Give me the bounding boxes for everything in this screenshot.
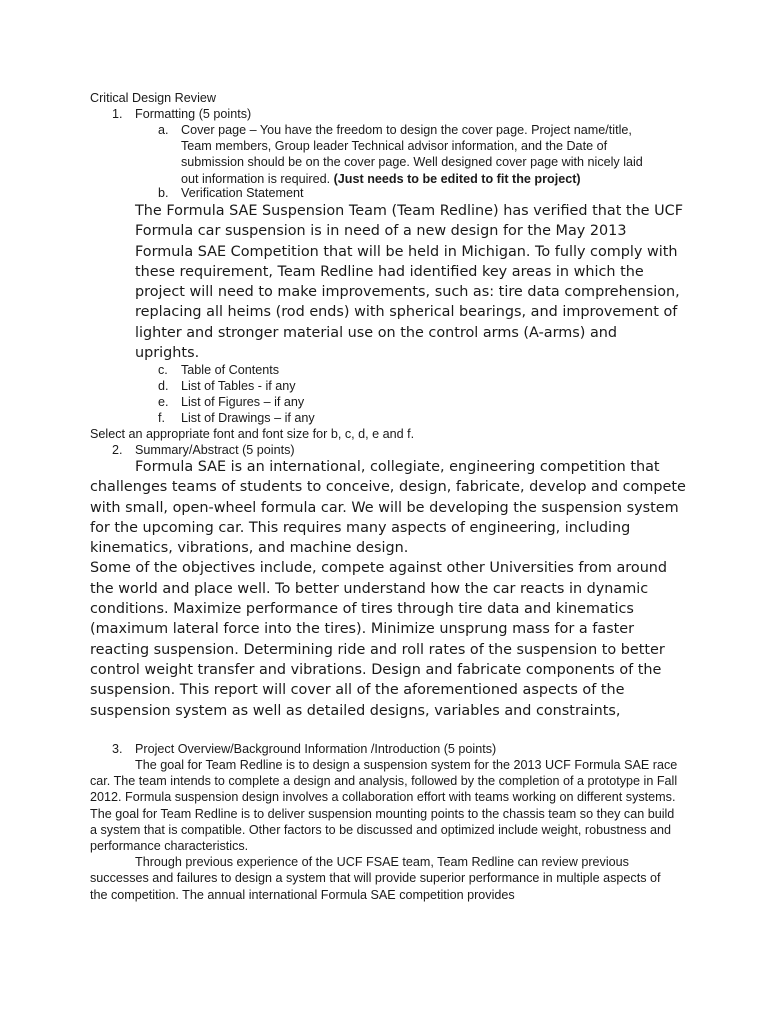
list-letter: c.: [158, 363, 168, 377]
verification-statement: The Formula SAE Suspension Team (Team Redline) has verified that the UCF Formula car suspension is in need of a new design for the May 2013 Formula SAE Competition that will be held in Michigan. To fully comply with these requirement, Team Redline had identified key areas in which the project will need to make improvements, such as: tire data comprehension, replacing all heims (rod ends) with spherical bearings, and improvement of lighter and stronger material use on the control arms (A-arms) and uprights.: [135, 203, 683, 362]
section-title: Formatting (5 points): [135, 107, 252, 121]
list-item-label: List of Tables - if any: [181, 379, 296, 393]
list-item-drawings: [90, 410, 690, 427]
background-paragraph: Through previous experience of the UCF FSAE team, Team Redline can review previous successes and failures to design a system that will provide superior performance in multiple aspects of the competition. The annual international Formula SAE competition provides: [90, 855, 661, 902]
list-item-label: Table of Contents: [181, 363, 280, 377]
document-title: Critical Design Review: [90, 91, 216, 105]
list-letter: f.: [158, 411, 165, 425]
cover-page-edit-note: (Just needs to be edited to fit the project): [333, 171, 581, 186]
section-number: 3.: [112, 742, 123, 756]
section-title: Summary/Abstract (5 points): [135, 443, 295, 457]
section-number: 2.: [112, 443, 123, 457]
objectives-paragraph: Some of the objectives include, compete against other Universities from around the world and place well. To better understand how the car reacts in dynamic conditions. Maximize performance of tires through tire data and kinematics (maximum lateral force into the tires). Minimize unsprung mass for a faster reacting suspension. Determining ride and roll rates of the suspension to better control weight transfer and vibrations. Design and fabricate components of the suspension. This report will cover all of the aforementioned aspects of the suspension system as well as detailed designs, variables and constraints,: [90, 560, 668, 719]
list-item-toc: [90, 362, 690, 379]
list-item-cover-page: [90, 122, 690, 188]
overview-text: [90, 757, 680, 903]
font-instruction-note: Select an appropriate font and font size for b, c, d, e and f.: [90, 427, 415, 441]
cover-page-text: [181, 122, 661, 187]
overview-paragraph: The goal for Team Redline is to design a suspension system for the 2013 UCF Formula SAE race car. The team intends to complete a design and analysis, followed by the completion of a prototype in Fall 2012. Formula suspension design involves a collaboration effort with teams working on different systems. The goal for Team Redline is to deliver suspension mounting points to the chassis team so they can build a system that is compatible. Other factors to be discussed and optimized include weight, robustness and performance characteristics.: [90, 758, 678, 854]
cover-page-description: Cover page – You have the freedom to design the cover page. Project name/title, Team members, Group leader Technical advisor information, and the Date of submission should be on the cover page. Well designed cover page with nicely laid out information is required.: [181, 123, 643, 186]
list-letter: b.: [158, 186, 169, 200]
list-item-verification: [90, 185, 690, 202]
list-letter: a.: [158, 123, 169, 137]
section-title: Project Overview/Background Information /Introduction (5 points): [135, 742, 497, 756]
list-letter: e.: [158, 395, 169, 409]
summary-paragraph: Formula SAE is an international, collegiate, engineering competition that challenges teams of students to conceive, design, fabricate, develop and compete with small, open-wheel formula car. We will be developing the suspension system for the upcoming car. This requires many aspects of engineering, including kinematics, vibrations, and machine design.: [90, 459, 686, 557]
list-item-label: Verification Statement: [181, 186, 304, 200]
list-letter: d.: [158, 379, 169, 393]
list-item-label: List of Figures – if any: [181, 395, 305, 409]
section-number: 1.: [112, 107, 123, 121]
summary-text: [90, 457, 686, 721]
list-item-figures: [90, 394, 690, 411]
section-1-heading: [90, 106, 690, 123]
section-3-heading: [90, 741, 690, 758]
list-item-label: List of Drawings – if any: [181, 411, 315, 425]
list-item-tables: [90, 378, 690, 395]
